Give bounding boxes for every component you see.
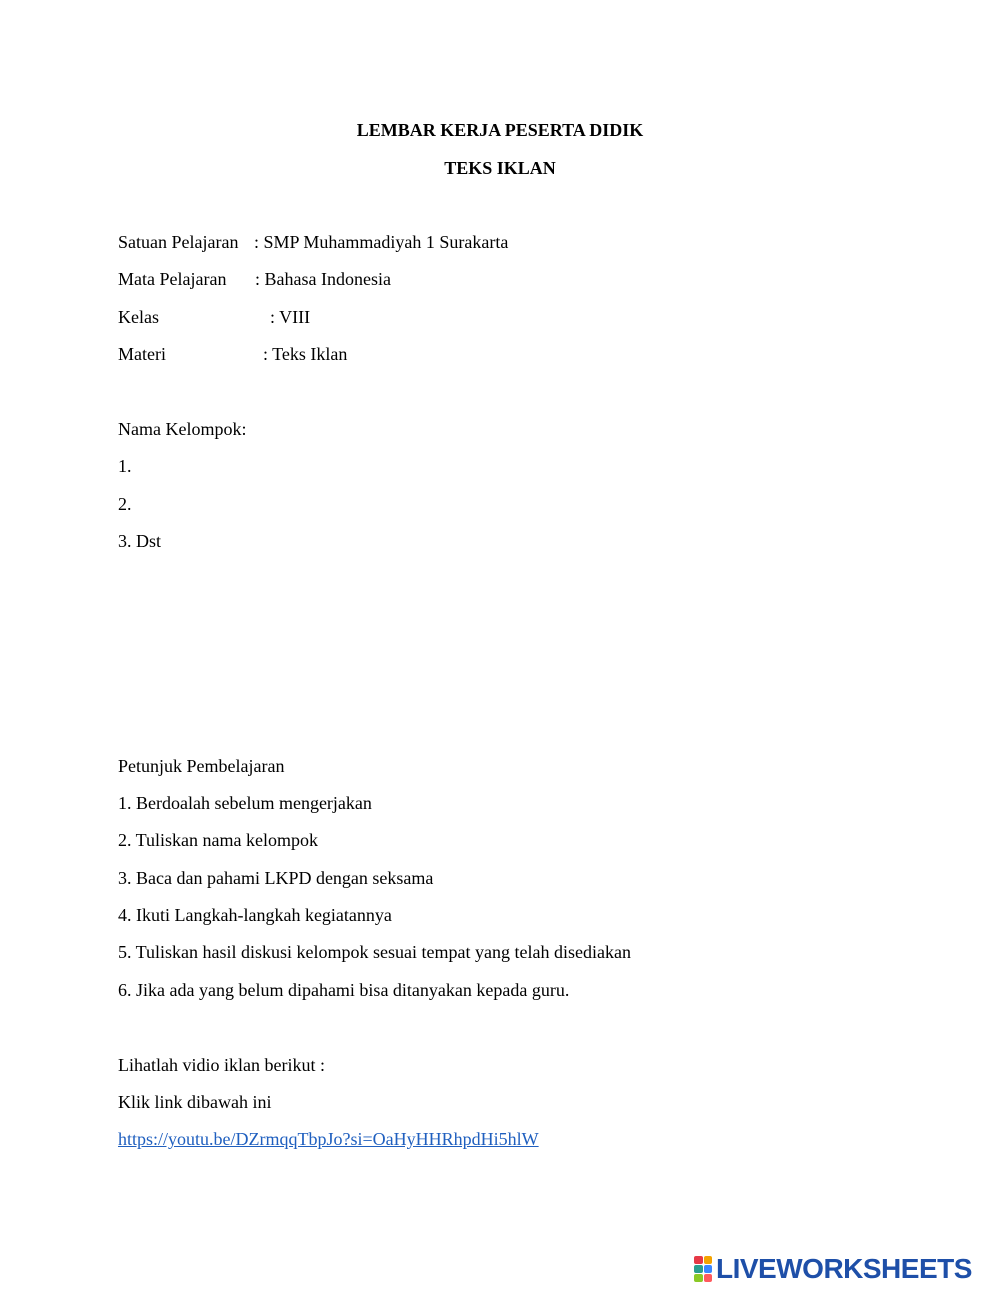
liveworksheets-logo-icon: [694, 1256, 712, 1282]
info-label-satuan: Satuan Pelajaran: [118, 232, 239, 252]
group-member-3: 3. Dst: [118, 531, 162, 551]
youtube-link[interactable]: https://youtu.be/DZrmqqTbpJo?si=OaHyHHRhpdHi5hlW: [118, 1129, 539, 1149]
instructions-heading: Petunjuk Pembelajaran: [118, 756, 285, 776]
instruction-item: 3. Baca dan pahami LKPD dengan seksama: [118, 868, 434, 888]
info-value-mapel: : Bahasa Indonesia: [255, 269, 391, 289]
liveworksheets-logo: [694, 1254, 972, 1284]
instruction-item: 2. Tuliskan nama kelompok: [118, 830, 319, 850]
instruction-item: 5. Tuliskan hasil diskusi kelompok sesuai tempat yang telah disediakan: [118, 942, 631, 962]
liveworksheets-logo-text: LIVEWORKSHEETS: [716, 1253, 972, 1284]
page-title: LEMBAR KERJA PESERTA DIDIK: [356, 120, 644, 140]
group-heading: Nama Kelompok:: [118, 419, 247, 439]
info-label-kelas: Kelas: [118, 307, 159, 327]
info-value-satuan: : SMP Muhammadiyah 1 Surakarta: [254, 232, 509, 252]
instruction-item: 6. Jika ada yang belum dipahami bisa ditanyakan kepada guru.: [118, 980, 570, 1000]
page-subtitle: TEKS IKLAN: [444, 158, 556, 178]
info-value-materi: : Teks Iklan: [263, 344, 348, 364]
info-label-mapel: Mata Pelajaran: [118, 269, 227, 289]
group-member-1: 1.: [118, 456, 132, 476]
instruction-item: 4. Ikuti Langkah-langkah kegiatannya: [118, 905, 392, 925]
info-value-kelas: : VIII: [270, 307, 311, 327]
instruction-item: 1. Berdoalah sebelum mengerjakan: [118, 793, 372, 813]
group-member-2: 2.: [118, 494, 132, 514]
info-label-materi: Materi: [118, 344, 166, 364]
video-intro: Lihatlah vidio iklan berikut :: [118, 1055, 325, 1075]
video-instruction: Klik link dibawah ini: [118, 1092, 272, 1112]
